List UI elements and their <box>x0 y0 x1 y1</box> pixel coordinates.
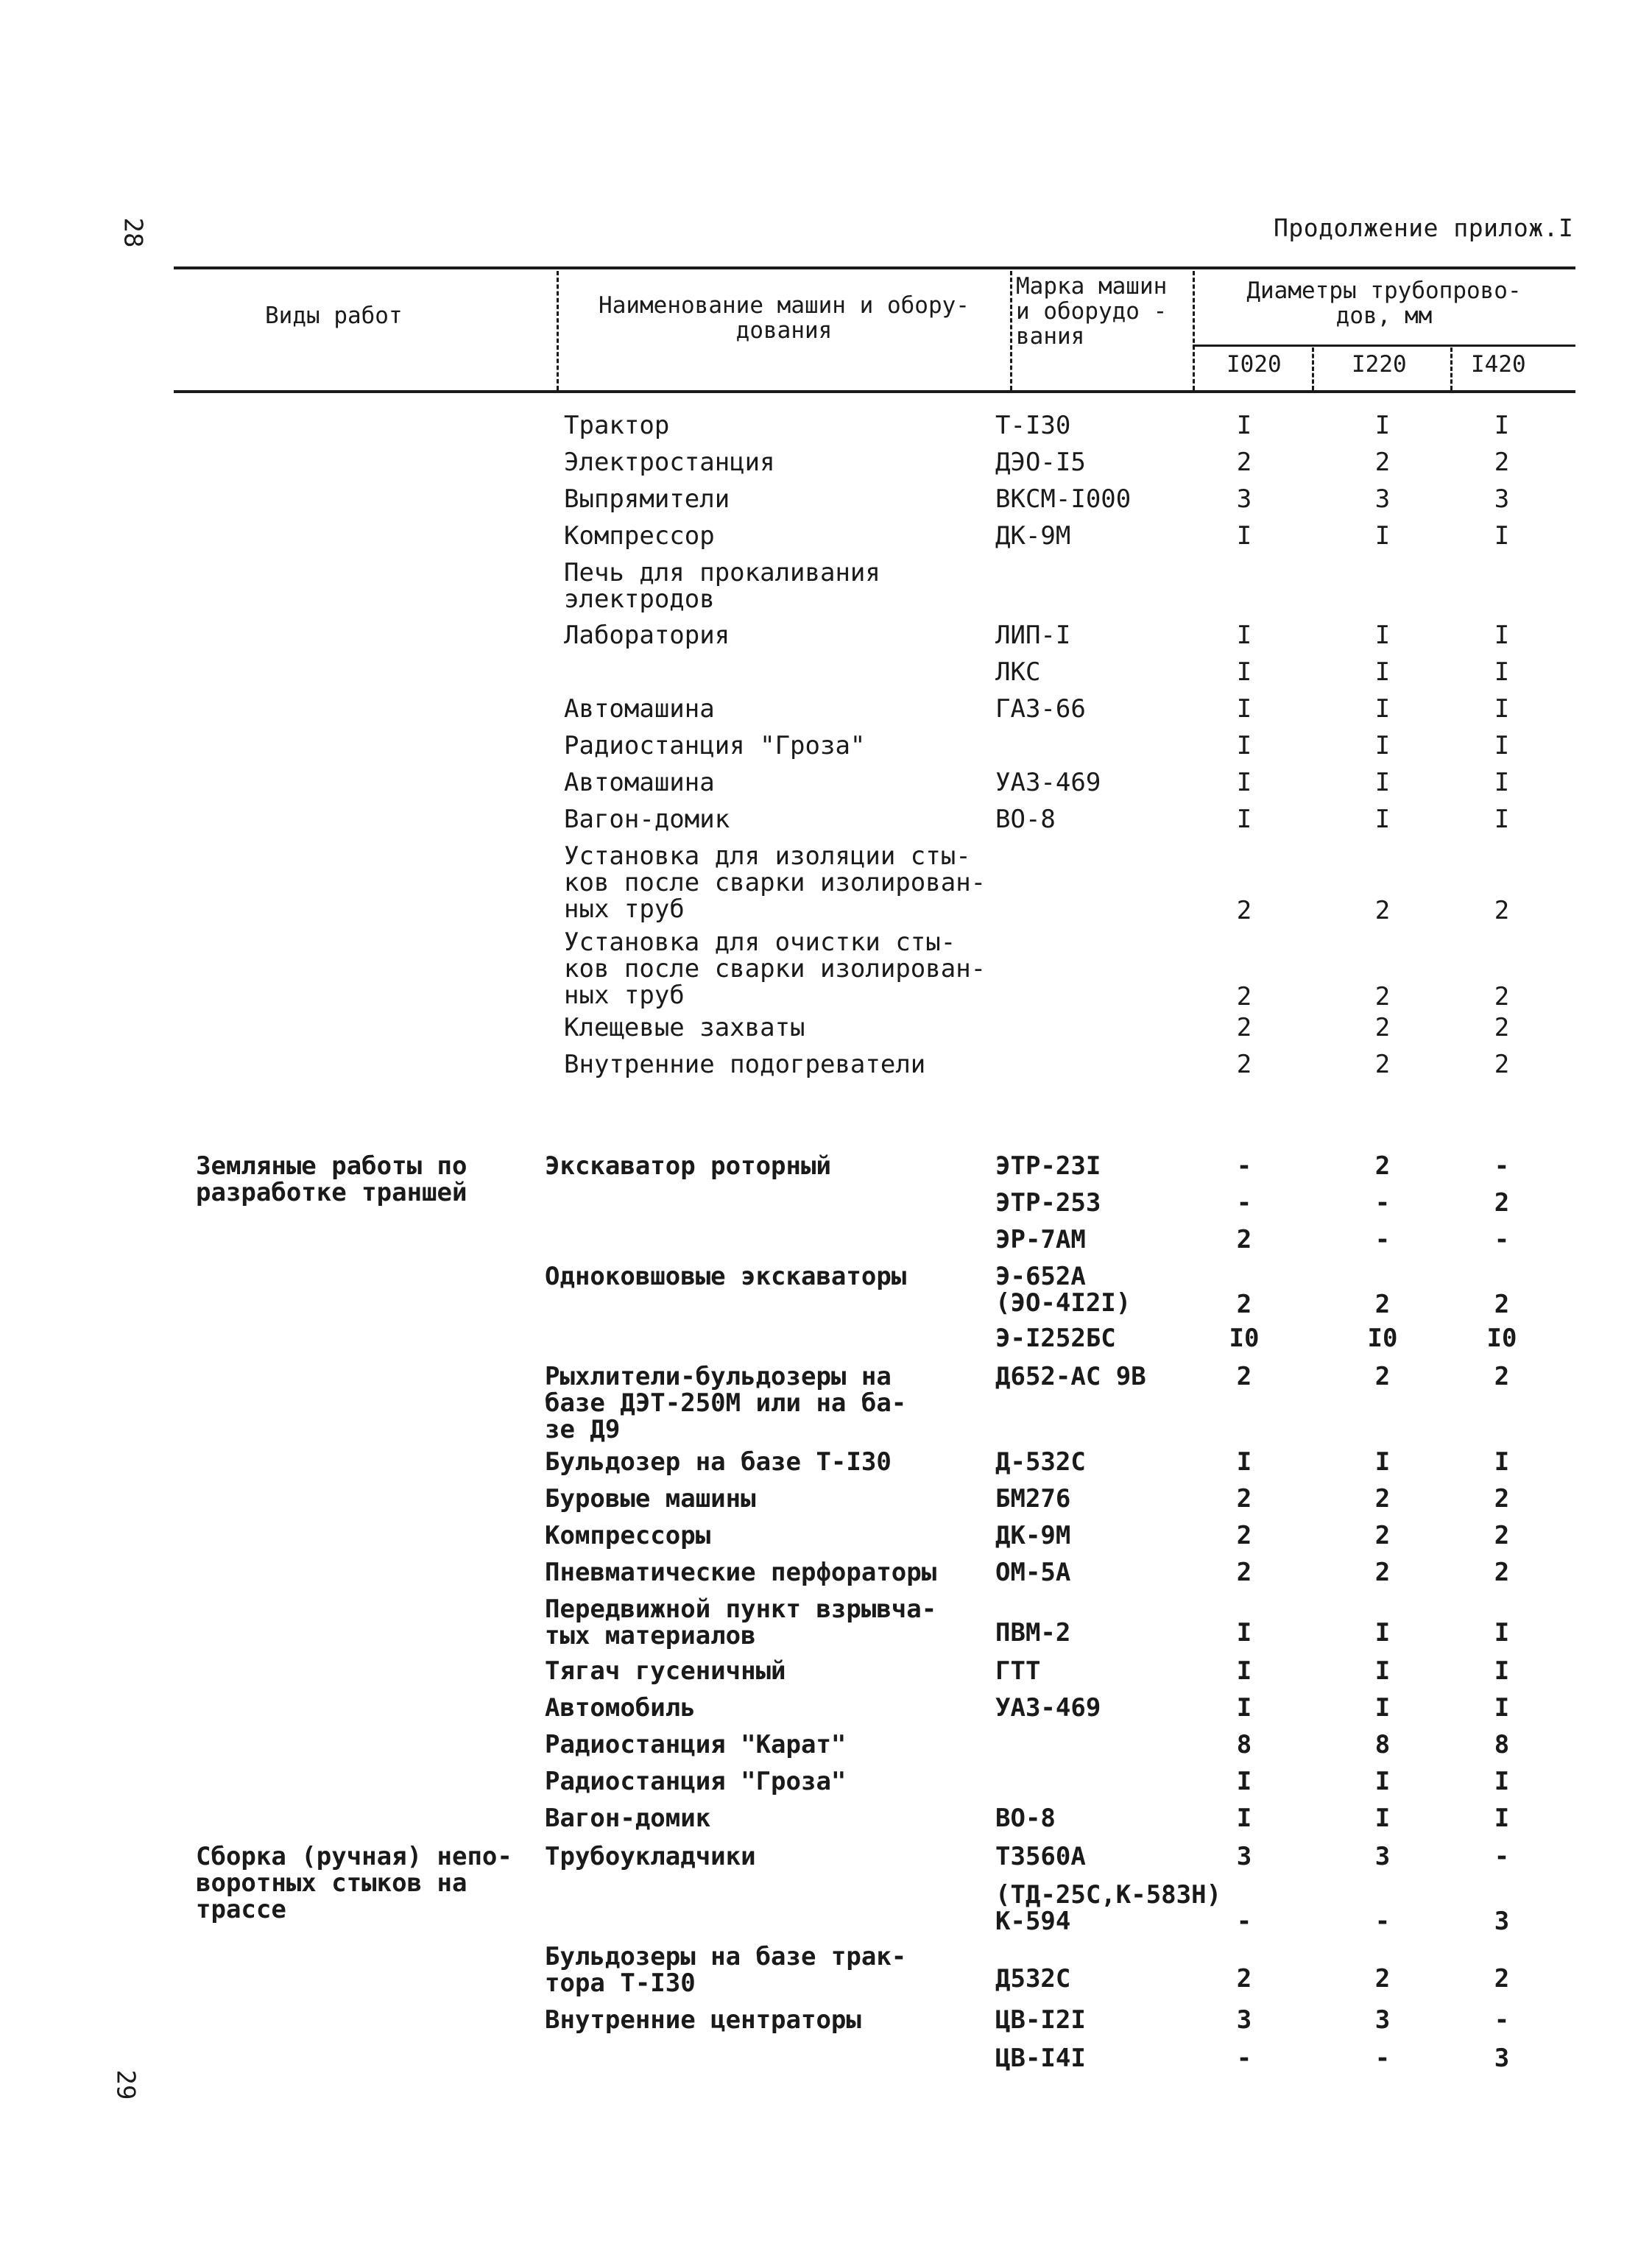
machine-name-cell: Внутренние центраторы <box>545 2005 861 2035</box>
diameter-1020-cell: I <box>1236 1767 1252 1796</box>
diameter-1020-cell: 2 <box>1236 1013 1252 1042</box>
diameter-1420-cell: 2 <box>1494 1521 1510 1550</box>
machine-mark-cell: УАЗ-469 <box>995 768 1101 797</box>
diameter-1220-cell: I <box>1374 1618 1391 1648</box>
machine-mark-cell: ВКСМ-I000 <box>995 484 1132 514</box>
diameter-1220-cell: 2 <box>1374 1558 1391 1587</box>
machine-mark-cell: ЭТР-23I <box>995 1151 1101 1181</box>
machine-name-cell: Автомашина <box>564 694 715 724</box>
machine-name-cell: Тягач гусеничный <box>545 1656 786 1686</box>
diameter-1420-cell: 3 <box>1494 1907 1510 1936</box>
diameter-1220-cell: 2 <box>1374 1964 1391 1994</box>
diameter-1220-cell: 2 <box>1374 896 1391 925</box>
header-machine-name: Наименование машин и обору- дования <box>599 292 970 344</box>
work-type-cell: Земляные работы по разработке траншей <box>196 1151 467 1207</box>
machine-mark-cell: Т-I30 <box>995 411 1071 440</box>
diameter-1420-cell: I0 <box>1486 1324 1517 1353</box>
diameter-1020-cell: 8 <box>1236 1730 1252 1759</box>
diameter-1420-cell: 2 <box>1494 1188 1510 1218</box>
diameter-1020-cell: - <box>1236 1188 1252 1218</box>
diameter-1420-cell: I <box>1494 1767 1510 1796</box>
diameter-1420-cell: I <box>1494 1618 1510 1648</box>
diameter-1020-cell: 2 <box>1236 1521 1252 1550</box>
diameter-1420-cell: I <box>1494 621 1510 650</box>
machine-mark-cell: Д652-АС 9В <box>995 1362 1146 1391</box>
diameter-1220-cell: 3 <box>1374 1842 1391 1871</box>
diameter-1420-cell: I <box>1494 657 1510 687</box>
machine-mark-cell: ЭР-7АМ <box>995 1225 1086 1254</box>
page-number-bottom: 29 <box>110 2069 141 2100</box>
diameter-1220-cell: I <box>1374 1656 1391 1686</box>
diameter-1220-cell: 8 <box>1374 1730 1391 1759</box>
diameter-1420-cell: 2 <box>1494 1050 1510 1079</box>
diameter-1220-cell: 2 <box>1374 1484 1391 1514</box>
machine-mark-cell: ВО-8 <box>995 1804 1056 1833</box>
diameter-1020-cell: 2 <box>1236 1050 1252 1079</box>
machine-name-cell: Вагон-домик <box>564 805 730 834</box>
machine-mark-cell: ГАЗ-66 <box>995 694 1086 724</box>
diameter-1420-cell: I <box>1494 1693 1510 1723</box>
machine-mark-cell: Э-652А (ЭО-4I2I) <box>995 1262 1132 1318</box>
machine-name-cell: Лаборатория <box>564 621 730 650</box>
diameter-1420-cell: - <box>1494 1151 1510 1181</box>
diameter-1020-cell: 2 <box>1236 1290 1252 1319</box>
machine-mark-cell: ГТТ <box>995 1656 1041 1686</box>
diameter-1420-cell: 2 <box>1494 896 1510 925</box>
diameter-1020-cell: 3 <box>1236 484 1252 514</box>
diameter-1020-cell: I <box>1236 411 1252 440</box>
diameter-1220-cell: I <box>1374 657 1391 687</box>
machine-name-cell: Вагон-домик <box>545 1804 711 1833</box>
table-header-bottom-rule <box>174 390 1575 393</box>
diameter-1220-cell: I <box>1374 805 1391 834</box>
diameter-1220-cell: 3 <box>1374 2005 1391 2035</box>
diameter-1420-cell: I <box>1494 411 1510 440</box>
machine-name-cell: Установка для изоляции сты- ков после сварки изолирован- ных труб <box>564 841 986 924</box>
diameter-1420-cell: - <box>1494 1225 1510 1254</box>
machine-name-cell: Бульдозер на базе Т-I30 <box>545 1447 892 1477</box>
machine-mark-cell: УАЗ-469 <box>995 1693 1101 1723</box>
machine-mark-cell: ОМ-5А <box>995 1558 1071 1587</box>
machine-name-cell: Экскаватор роторный <box>545 1151 831 1181</box>
diameter-1420-cell: - <box>1494 1842 1510 1871</box>
machine-mark-cell: ВО-8 <box>995 805 1056 834</box>
machine-name-cell: Пневматические перфораторы <box>545 1558 937 1587</box>
machine-name-cell: Компрессоры <box>545 1521 711 1550</box>
machine-mark-cell: БМ276 <box>995 1484 1071 1514</box>
diameter-1420-cell: 8 <box>1494 1730 1510 1759</box>
machine-mark-cell: ЛИП-I <box>995 621 1071 650</box>
machine-name-cell: Буровые машины <box>545 1484 756 1514</box>
machine-name-cell: Электростанция <box>564 448 775 477</box>
machine-mark-cell: ЛКС <box>995 657 1041 687</box>
diameter-1220-cell: - <box>1374 1907 1391 1936</box>
diameter-1020-cell: I <box>1236 1804 1252 1833</box>
diameter-1220-cell: 2 <box>1374 1362 1391 1391</box>
machine-mark-cell: Т3560А <box>995 1842 1086 1871</box>
diameter-1020-cell: I <box>1236 1447 1252 1477</box>
diameter-1020-cell: I <box>1236 768 1252 797</box>
diameter-1420-cell: 2 <box>1494 1558 1510 1587</box>
diameter-1420-cell: 3 <box>1494 484 1510 514</box>
continuation-heading: Продолжение прилож.I <box>1274 213 1574 242</box>
machine-name-cell: Клещевые захваты <box>564 1013 805 1042</box>
diameter-1020-cell: 2 <box>1236 1558 1252 1587</box>
machine-mark-cell: Д532С <box>995 1964 1071 1994</box>
diameter-1220-cell: I <box>1374 1693 1391 1723</box>
machine-name-cell: Внутренние подогреватели <box>564 1050 926 1079</box>
diameter-1220-cell: 2 <box>1374 1290 1391 1319</box>
diameter-1020-cell: 2 <box>1236 1484 1252 1514</box>
machine-mark-cell: ПВМ-2 <box>995 1618 1071 1648</box>
machine-name-cell: Радиостанция "Гроза" <box>545 1767 847 1796</box>
diameter-1420-cell: I <box>1494 1656 1510 1686</box>
machine-name-cell: Бульдозеры на базе трак- тора Т-I30 <box>545 1942 907 1998</box>
header-diameter-1220: I220 <box>1352 351 1407 378</box>
work-type-cell: Сборка (ручная) непо- воротных стыков на трассе <box>196 1842 512 1924</box>
diameter-1020-cell: 2 <box>1236 982 1252 1011</box>
diameter-1420-cell: I <box>1494 768 1510 797</box>
header-work-types: Виды работ <box>265 303 403 329</box>
diameter-1020-cell: 2 <box>1236 896 1252 925</box>
diameter-1220-cell: 2 <box>1374 982 1391 1011</box>
diameter-1020-cell: 2 <box>1236 448 1252 477</box>
header-diameter-1020: I020 <box>1226 351 1282 378</box>
machine-mark-cell: ДК-9М <box>995 1521 1071 1550</box>
table-top-rule <box>174 266 1575 269</box>
diameter-1420-cell: I <box>1494 805 1510 834</box>
diameter-1420-cell: I <box>1494 1447 1510 1477</box>
page-number-top: 28 <box>118 217 148 248</box>
machine-name-cell: Компрессор <box>564 521 715 551</box>
diameter-1020-cell: I <box>1236 1618 1252 1648</box>
diameter-1020-cell: I <box>1236 731 1252 760</box>
machine-name-cell: Автомобиль <box>545 1693 696 1723</box>
diameter-1420-cell: - <box>1494 2005 1510 2035</box>
diameter-1220-cell: I <box>1374 411 1391 440</box>
diameter-1220-cell: 2 <box>1374 1050 1391 1079</box>
diameter-1020-cell: 2 <box>1236 1964 1252 1994</box>
diameter-1220-cell: I <box>1374 1804 1391 1833</box>
diameter-1220-cell: - <box>1374 1188 1391 1218</box>
machine-name-cell: Выпрямители <box>564 484 730 514</box>
diameter-1020-cell: I <box>1236 521 1252 551</box>
diameter-1220-cell: I <box>1374 1767 1391 1796</box>
diameter-1420-cell: I <box>1494 731 1510 760</box>
diameter-1420-cell: 2 <box>1494 1013 1510 1042</box>
diameter-1420-cell: I <box>1494 521 1510 551</box>
diameter-1420-cell: 2 <box>1494 448 1510 477</box>
diameter-1220-cell: I <box>1374 521 1391 551</box>
diameter-1220-cell: 2 <box>1374 448 1391 477</box>
diameter-1220-cell: - <box>1374 2044 1391 2073</box>
diameter-1020-cell: I0 <box>1229 1324 1260 1353</box>
diameter-1220-cell: I <box>1374 731 1391 760</box>
diameter-1020-cell: 2 <box>1236 1362 1252 1391</box>
machine-name-cell: Автомашина <box>564 768 715 797</box>
machine-name-cell: Печь для прокаливания электродов <box>564 558 880 614</box>
diameter-1020-cell: - <box>1236 1151 1252 1181</box>
diameter-1020-cell: 3 <box>1236 1842 1252 1871</box>
header-pipe-diameters: Диаметры трубопрово- дов, мм <box>1246 278 1522 329</box>
machine-mark-cell: Э-I252БС <box>995 1324 1116 1353</box>
diameter-1420-cell: 2 <box>1494 982 1510 1011</box>
machine-name-cell: Радиостанция "Гроза" <box>564 731 866 760</box>
header-separator-5 <box>1450 347 1452 390</box>
diameter-1020-cell: I <box>1236 1693 1252 1723</box>
machine-name-cell: Передвижной пункт взрывча- тых материалов <box>545 1595 937 1650</box>
diameter-1020-cell: I <box>1236 805 1252 834</box>
machine-mark-cell: ДЭО-I5 <box>995 448 1086 477</box>
machine-mark-cell: ЭТР-253 <box>995 1188 1101 1218</box>
diameter-1420-cell: 2 <box>1494 1484 1510 1514</box>
diameter-1420-cell: I <box>1494 694 1510 724</box>
header-machine-mark: Марка машин и оборудо - вания <box>1016 273 1168 350</box>
diameter-1420-cell: 2 <box>1494 1964 1510 1994</box>
diameter-1420-cell: 2 <box>1494 1290 1510 1319</box>
diameter-1020-cell: 3 <box>1236 2005 1252 2035</box>
diameter-1220-cell: I <box>1374 1447 1391 1477</box>
diameter-1220-cell: 2 <box>1374 1013 1391 1042</box>
diameter-1220-cell: I0 <box>1367 1324 1398 1353</box>
diameter-1220-cell: 2 <box>1374 1521 1391 1550</box>
diameter-1220-cell: I <box>1374 694 1391 724</box>
diameter-1220-cell: I <box>1374 621 1391 650</box>
diam-sub-rule <box>1193 345 1575 347</box>
diameter-1020-cell: 2 <box>1236 1225 1252 1254</box>
diameter-1220-cell: - <box>1374 1225 1391 1254</box>
machine-name-cell: Радиостанция "Карат" <box>545 1730 847 1759</box>
diameter-1020-cell: I <box>1236 1656 1252 1686</box>
machine-mark-cell: ЦВ-I4I <box>995 2044 1086 2073</box>
diameter-1220-cell: 2 <box>1374 1151 1391 1181</box>
header-separator-3 <box>1193 271 1195 390</box>
machine-mark-cell: (ТД-25С,К-583Н) К-594 <box>995 1880 1222 1936</box>
header-separator-2 <box>1010 271 1012 390</box>
machine-name-cell: Установка для очистки сты- ков после сварки изолирован- ных труб <box>564 928 986 1010</box>
diameter-1420-cell: 2 <box>1494 1362 1510 1391</box>
diameter-1020-cell: I <box>1236 694 1252 724</box>
machine-name-cell: Трубоукладчики <box>545 1842 756 1871</box>
diameter-1420-cell: I <box>1494 1804 1510 1833</box>
diameter-1020-cell: - <box>1236 2044 1252 2073</box>
machine-name-cell: Одноковшовые экскаваторы <box>545 1262 907 1291</box>
machine-name-cell: Трактор <box>564 411 670 440</box>
diameter-1020-cell: I <box>1236 621 1252 650</box>
machine-mark-cell: Д-532С <box>995 1447 1086 1477</box>
machine-mark-cell: ДК-9М <box>995 521 1071 551</box>
machine-mark-cell: ЦВ-I2I <box>995 2005 1086 2035</box>
machine-name-cell: Рыхлители-бульдозеры на базе ДЭТ-250М или на ба- зе Д9 <box>545 1362 907 1444</box>
diameter-1020-cell: - <box>1236 1907 1252 1936</box>
header-diameter-1420: I420 <box>1471 351 1526 378</box>
diameter-1420-cell: 3 <box>1494 2044 1510 2073</box>
header-separator-1 <box>557 271 559 390</box>
header-separator-4 <box>1312 347 1314 390</box>
diameter-1220-cell: 3 <box>1374 484 1391 514</box>
diameter-1220-cell: I <box>1374 768 1391 797</box>
diameter-1020-cell: I <box>1236 657 1252 687</box>
